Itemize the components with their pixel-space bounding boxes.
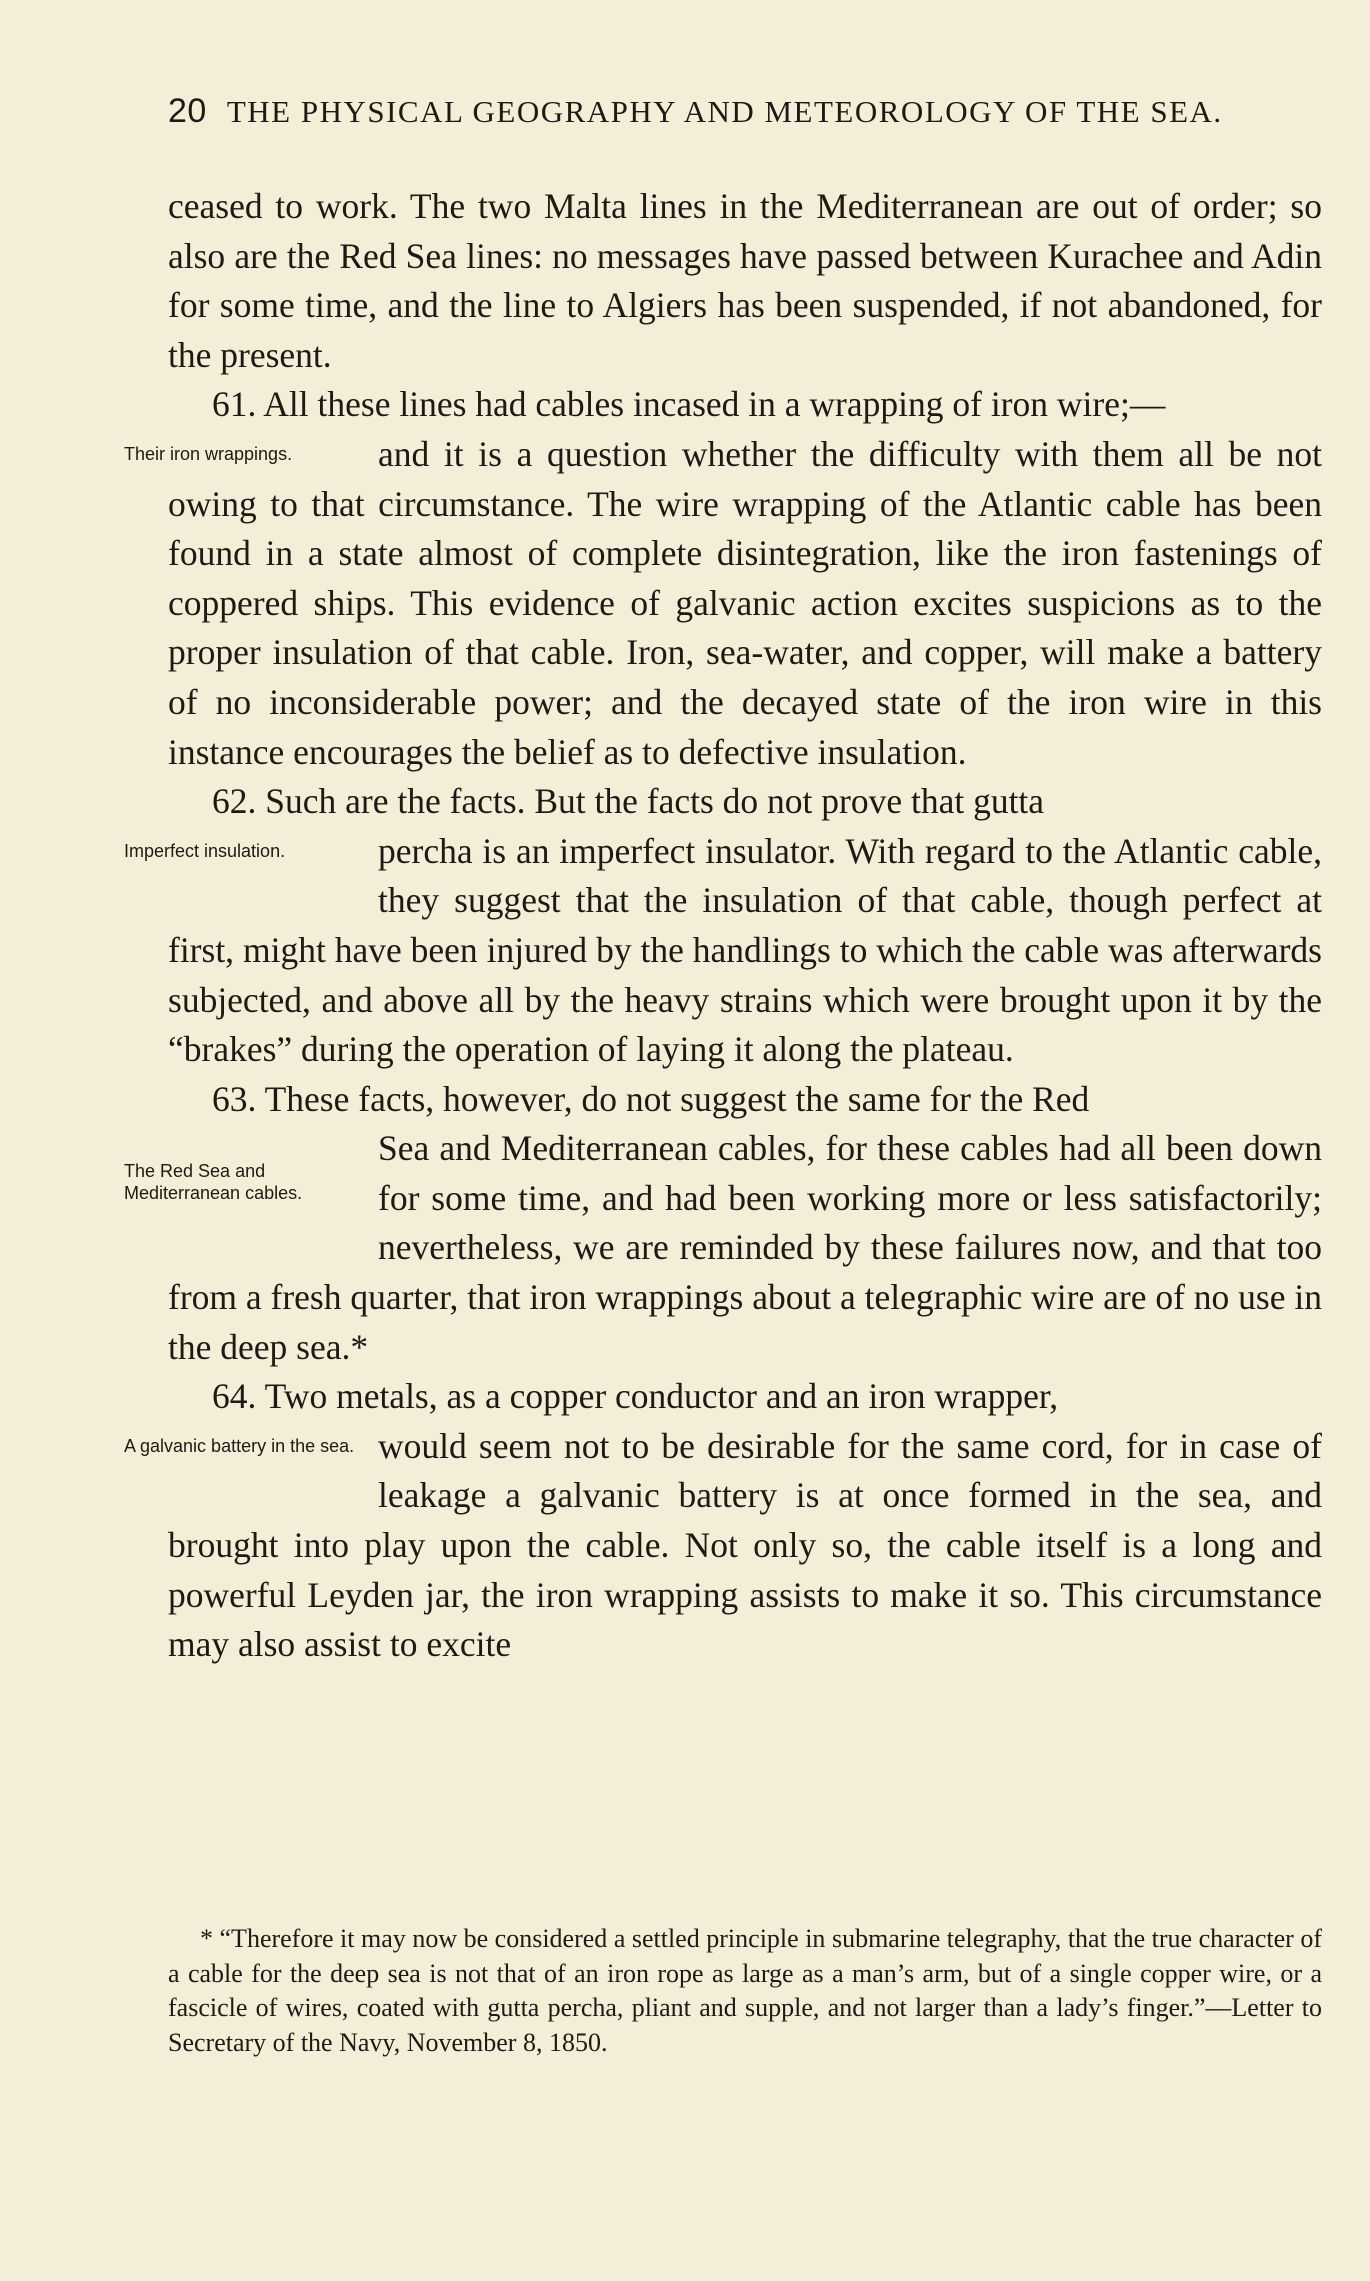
footnote-text: * “Therefore it may now be considered a settled principle in submarine telegraphy, that the true character of a cable for the deep sea is not that of an iron rope as large as a man’s arm, but of a single copper wire, or a fascicle of wires, coated with gutta percha, pliant and supple, and not larger than a lady’s finger.”—Letter to Secretary of the Navy, November 8, 1850. [168, 1924, 1322, 2057]
paragraph-63 [124, 1075, 1322, 1373]
paragraph-lead: Such are the facts. But the facts do not prove that gutta [265, 781, 1045, 822]
paragraph-number: 62. [212, 781, 257, 822]
side-note-red-sea-cables: The Red Sea and Mediterranean cables. [124, 1161, 303, 1204]
main-text [124, 182, 1322, 1670]
side-note-galvanic-battery: A galvanic battery in the sea. [124, 1435, 355, 1456]
paragraph-number: 61. [212, 384, 257, 425]
paragraph-body: Sea and Mediterranean cables, for these cables had all been down for some time, and had been working more or less satisfactorily; nevertheless, we are reminded by these failures now, and that too from a fresh quarter, that iron wrappings about a telegraphic wire are of no use in the deep sea.* [168, 1128, 1322, 1367]
side-note-iron-wrappings: Their iron wrappings. [124, 443, 293, 464]
paragraph-body: would seem not to be desirable for the same cord, for in case of leakage a galvanic battery is at once formed in the sea, and brought into play upon the cable. Not only so, the cable itself is a long and powerful Leyden jar, the iron wrapping assists to make it so. This circumstance may also assist to excite [168, 1425, 1322, 1665]
paragraph-64 [124, 1372, 1322, 1670]
paragraph-body: and it is a question whether the difficulty with them all be not owing to that circumstance. The wire wrapping of the Atlantic cable has been found in a state almost of complete disintegration, like the iron fastenings of coppered ships. This evidence of galvanic action excites suspicions as to the proper insulation of that cable. Iron, sea-water, and copper, will make a battery of no inconsiderable power; and the decayed state of the iron wire in this instance encourages the belief as to defective insulation. [168, 433, 1322, 772]
running-title: THE PHYSICAL GEOGRAPHY AND METEOROLOGY OF THE SEA. [226, 94, 1223, 129]
page-number: 20 [168, 92, 207, 130]
paragraph-62 [124, 777, 1322, 1075]
paragraph-lead: Two metals, as a copper conductor and an iron wrapper, [264, 1376, 1059, 1417]
paragraph-body: percha is an imperfect insulator. With regard to the Atlantic cable, they suggest that the insulation of that cable, though perfect at first, might have been injured by the handlings to which the cable was afterwards subjected, and above all by the heavy strains which were brought upon it by the “brakes” during the operation of laying it along the plateau. [168, 830, 1322, 1070]
paragraph-lead: All these lines had cables incased in a wrapping of iron wire;— [263, 384, 1166, 425]
footnote [168, 1922, 1322, 2060]
paragraph-number: 64. [212, 1376, 257, 1417]
side-note-imperfect-insulation: Imperfect insulation. [124, 840, 286, 861]
paragraph-61 [124, 380, 1322, 777]
paragraph-lead: These facts, however, do not suggest the same for the Red [264, 1078, 1090, 1119]
running-header [168, 92, 1248, 131]
paragraph-number: 63. [212, 1078, 257, 1119]
paragraph-continuation: ceased to work. The two Malta lines in the Mediterranean are out of order; so also are the Red Sea lines: no messages have passed between Kurachee and Adin for some time, and the line to Algiers has been suspended, if not abandoned, for the present. [168, 186, 1322, 375]
